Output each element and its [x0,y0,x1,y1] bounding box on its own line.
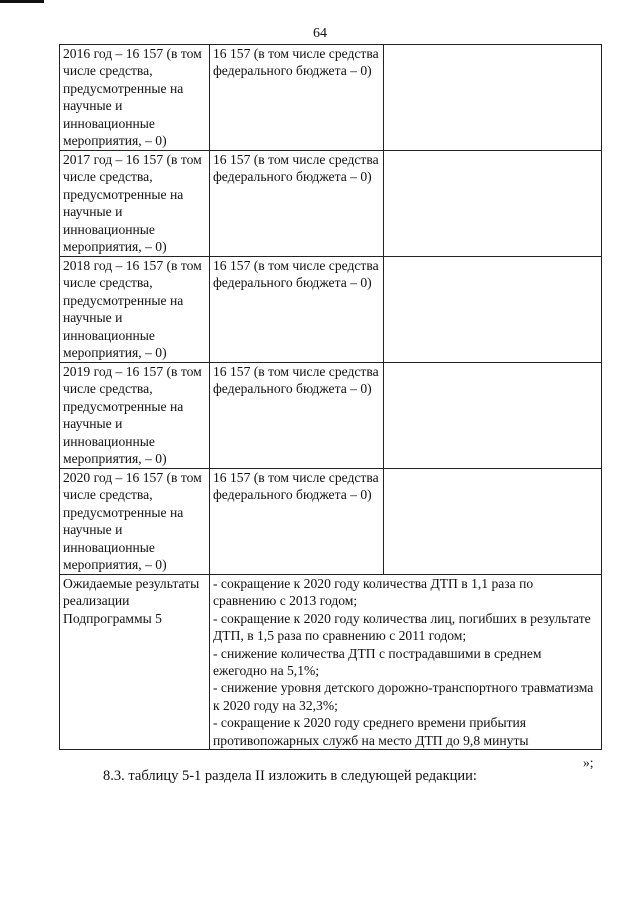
result-item: - сокращение к 2020 году количества лиц, погибших в результате ДТП, в 1,5 раза по сравнению с 2011 годом; [213,610,591,644]
empty-cell [384,151,602,257]
federal-budget-cell: 16 157 (в том числе средства федерального бюджета – 0) [210,151,384,257]
empty-cell [384,363,602,469]
closing-quote: »; [583,755,594,770]
year-funding-cell: 2016 год – 16 157 (в том числе средства, предусмотренные на научные и инновационные мероприятия, – 0) [60,45,210,151]
table-row-results [60,575,602,750]
table-row [60,469,602,575]
empty-cell [384,257,602,363]
corner-mark [0,0,44,3]
federal-budget-cell: 16 157 (в том числе средства федерального бюджета – 0) [210,363,384,469]
funding-table [59,44,602,750]
result-item: - снижение количества ДТП с пострадавшими в среднем ежегодно на 5,1%; [213,645,542,679]
empty-cell [384,45,602,151]
federal-budget-cell: 16 157 (в том числе средства федерального бюджета – 0) [210,469,384,575]
table-row [60,257,602,363]
year-funding-cell: 2020 год – 16 157 (в том числе средства, предусмотренные на научные и инновационные мероприятия, – 0) [60,469,210,575]
results-list-cell [210,575,602,750]
result-item: - сокращение к 2020 году количества ДТП в 1,1 раза по сравнению с 2013 годом; [213,576,534,609]
empty-cell [384,469,602,575]
table-row [60,45,602,151]
year-funding-cell: 2019 год – 16 157 (в том числе средства, предусмотренные на научные и инновационные мероприятия, – 0) [60,363,210,469]
result-item: - снижение уровня детского дорожно-транспортного травматизма к 2020 году на 32,3%; [213,680,594,713]
result-item: - сокращение к 2020 году среднего времени прибытия противопожарных служб на место ДТП до 9,8 минуты [213,715,529,748]
table-row [60,363,602,469]
federal-budget-cell: 16 157 (в том числе средства федерального бюджета – 0) [210,257,384,363]
page-number: 64 [313,26,327,41]
results-label-cell: Ожидаемые результаты реализации Подпрограммы 5 [60,575,210,750]
year-funding-cell: 2017 год – 16 157 (в том числе средства, предусмотренные на научные и инновационные мероприятия, – 0) [60,151,210,257]
instruction-paragraph: 8.3. таблицу 5-1 раздела II изложить в следующей редакции: [103,768,477,784]
table-row [60,151,602,257]
year-funding-cell: 2018 год – 16 157 (в том числе средства, предусмотренные на научные и инновационные мероприятия, – 0) [60,257,210,363]
federal-budget-cell: 16 157 (в том числе средства федерального бюджета – 0) [210,45,384,151]
